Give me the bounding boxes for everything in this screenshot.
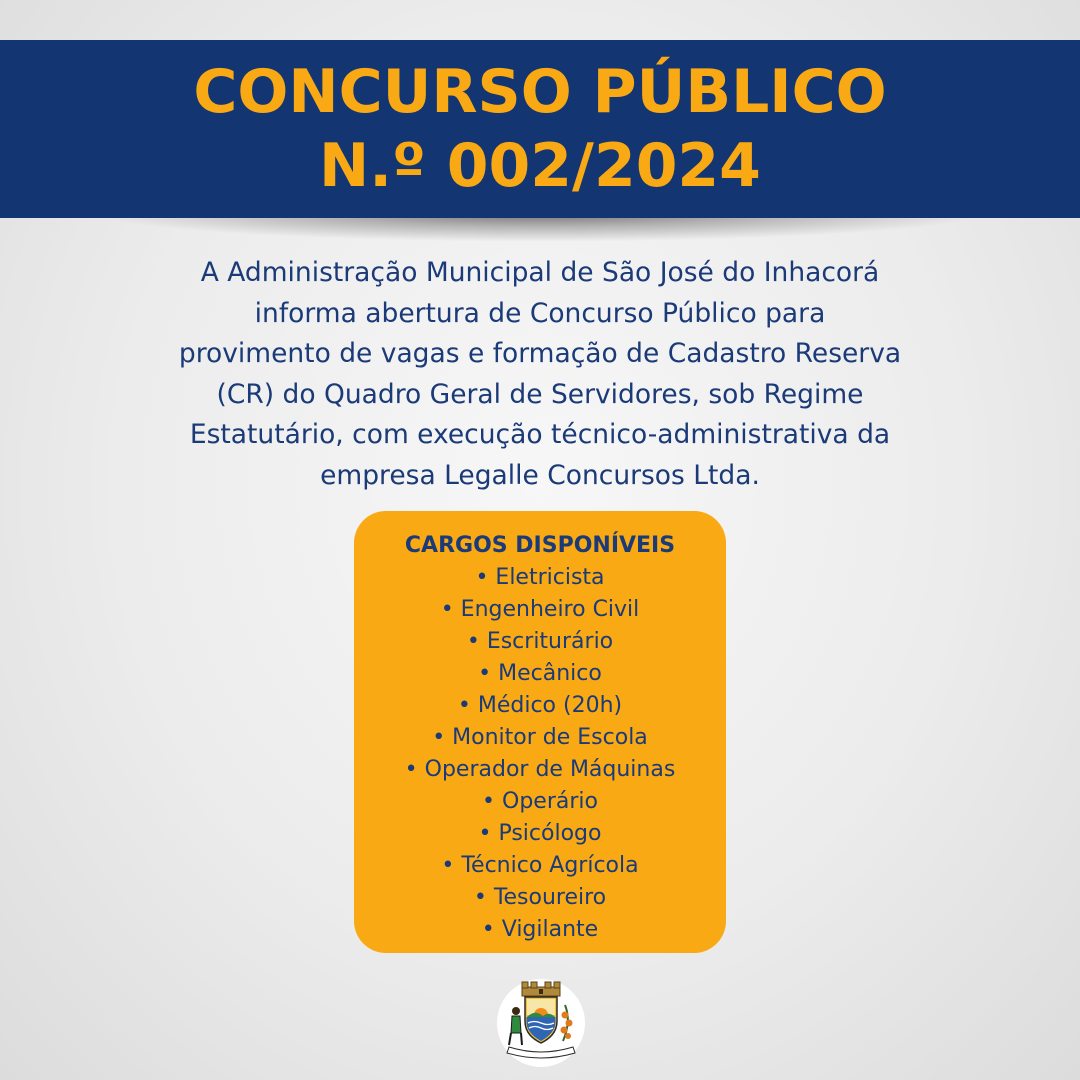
intro-line: (CR) do Quadro Geral de Servidores, sob Regime bbox=[216, 378, 864, 410]
contest-number: N.º 002/2024 bbox=[319, 131, 761, 201]
list-item: • Monitor de Escola bbox=[432, 725, 648, 750]
cargos-box bbox=[354, 511, 726, 953]
list-item: • Operador de Máquinas bbox=[404, 757, 676, 782]
list-item: • Engenheiro Civil bbox=[440, 597, 640, 622]
intro-line: Estatutário, com execução técnico-administrativa da bbox=[189, 419, 891, 450]
intro-line: provimento de vagas e formação de Cadastro Reserva bbox=[178, 338, 902, 369]
intro-line: empresa Legalle Concursos Ltda. bbox=[320, 459, 760, 491]
municipal-coat-of-arms-icon bbox=[495, 975, 587, 1067]
page-title: CONCURSO PÚBLICO bbox=[193, 57, 887, 127]
coat-of-arms-icon bbox=[495, 975, 587, 1067]
intro-line: A Administração Municipal de São José do Inhacorá bbox=[200, 257, 880, 288]
list-item: • Técnico Agrícola bbox=[441, 853, 639, 878]
list-item: • Psicólogo bbox=[478, 821, 602, 846]
list-item: • Eletricista bbox=[475, 565, 605, 590]
list-item: • Médico (20h) bbox=[457, 693, 623, 718]
list-item: • Operário bbox=[482, 789, 598, 814]
cargos-title: CARGOS DISPONÍVEIS bbox=[404, 533, 676, 558]
intro-paragraph bbox=[60, 253, 1020, 496]
list-item: • Mecânico bbox=[478, 661, 602, 686]
cargos-list bbox=[354, 562, 726, 946]
list-item: • Tesoureiro bbox=[473, 885, 607, 910]
list-item: • Vigilante bbox=[481, 917, 599, 942]
list-item: • Escriturário bbox=[466, 629, 614, 654]
intro-line: informa abertura de Concurso Público para bbox=[254, 297, 826, 329]
title-banner bbox=[0, 40, 1080, 218]
